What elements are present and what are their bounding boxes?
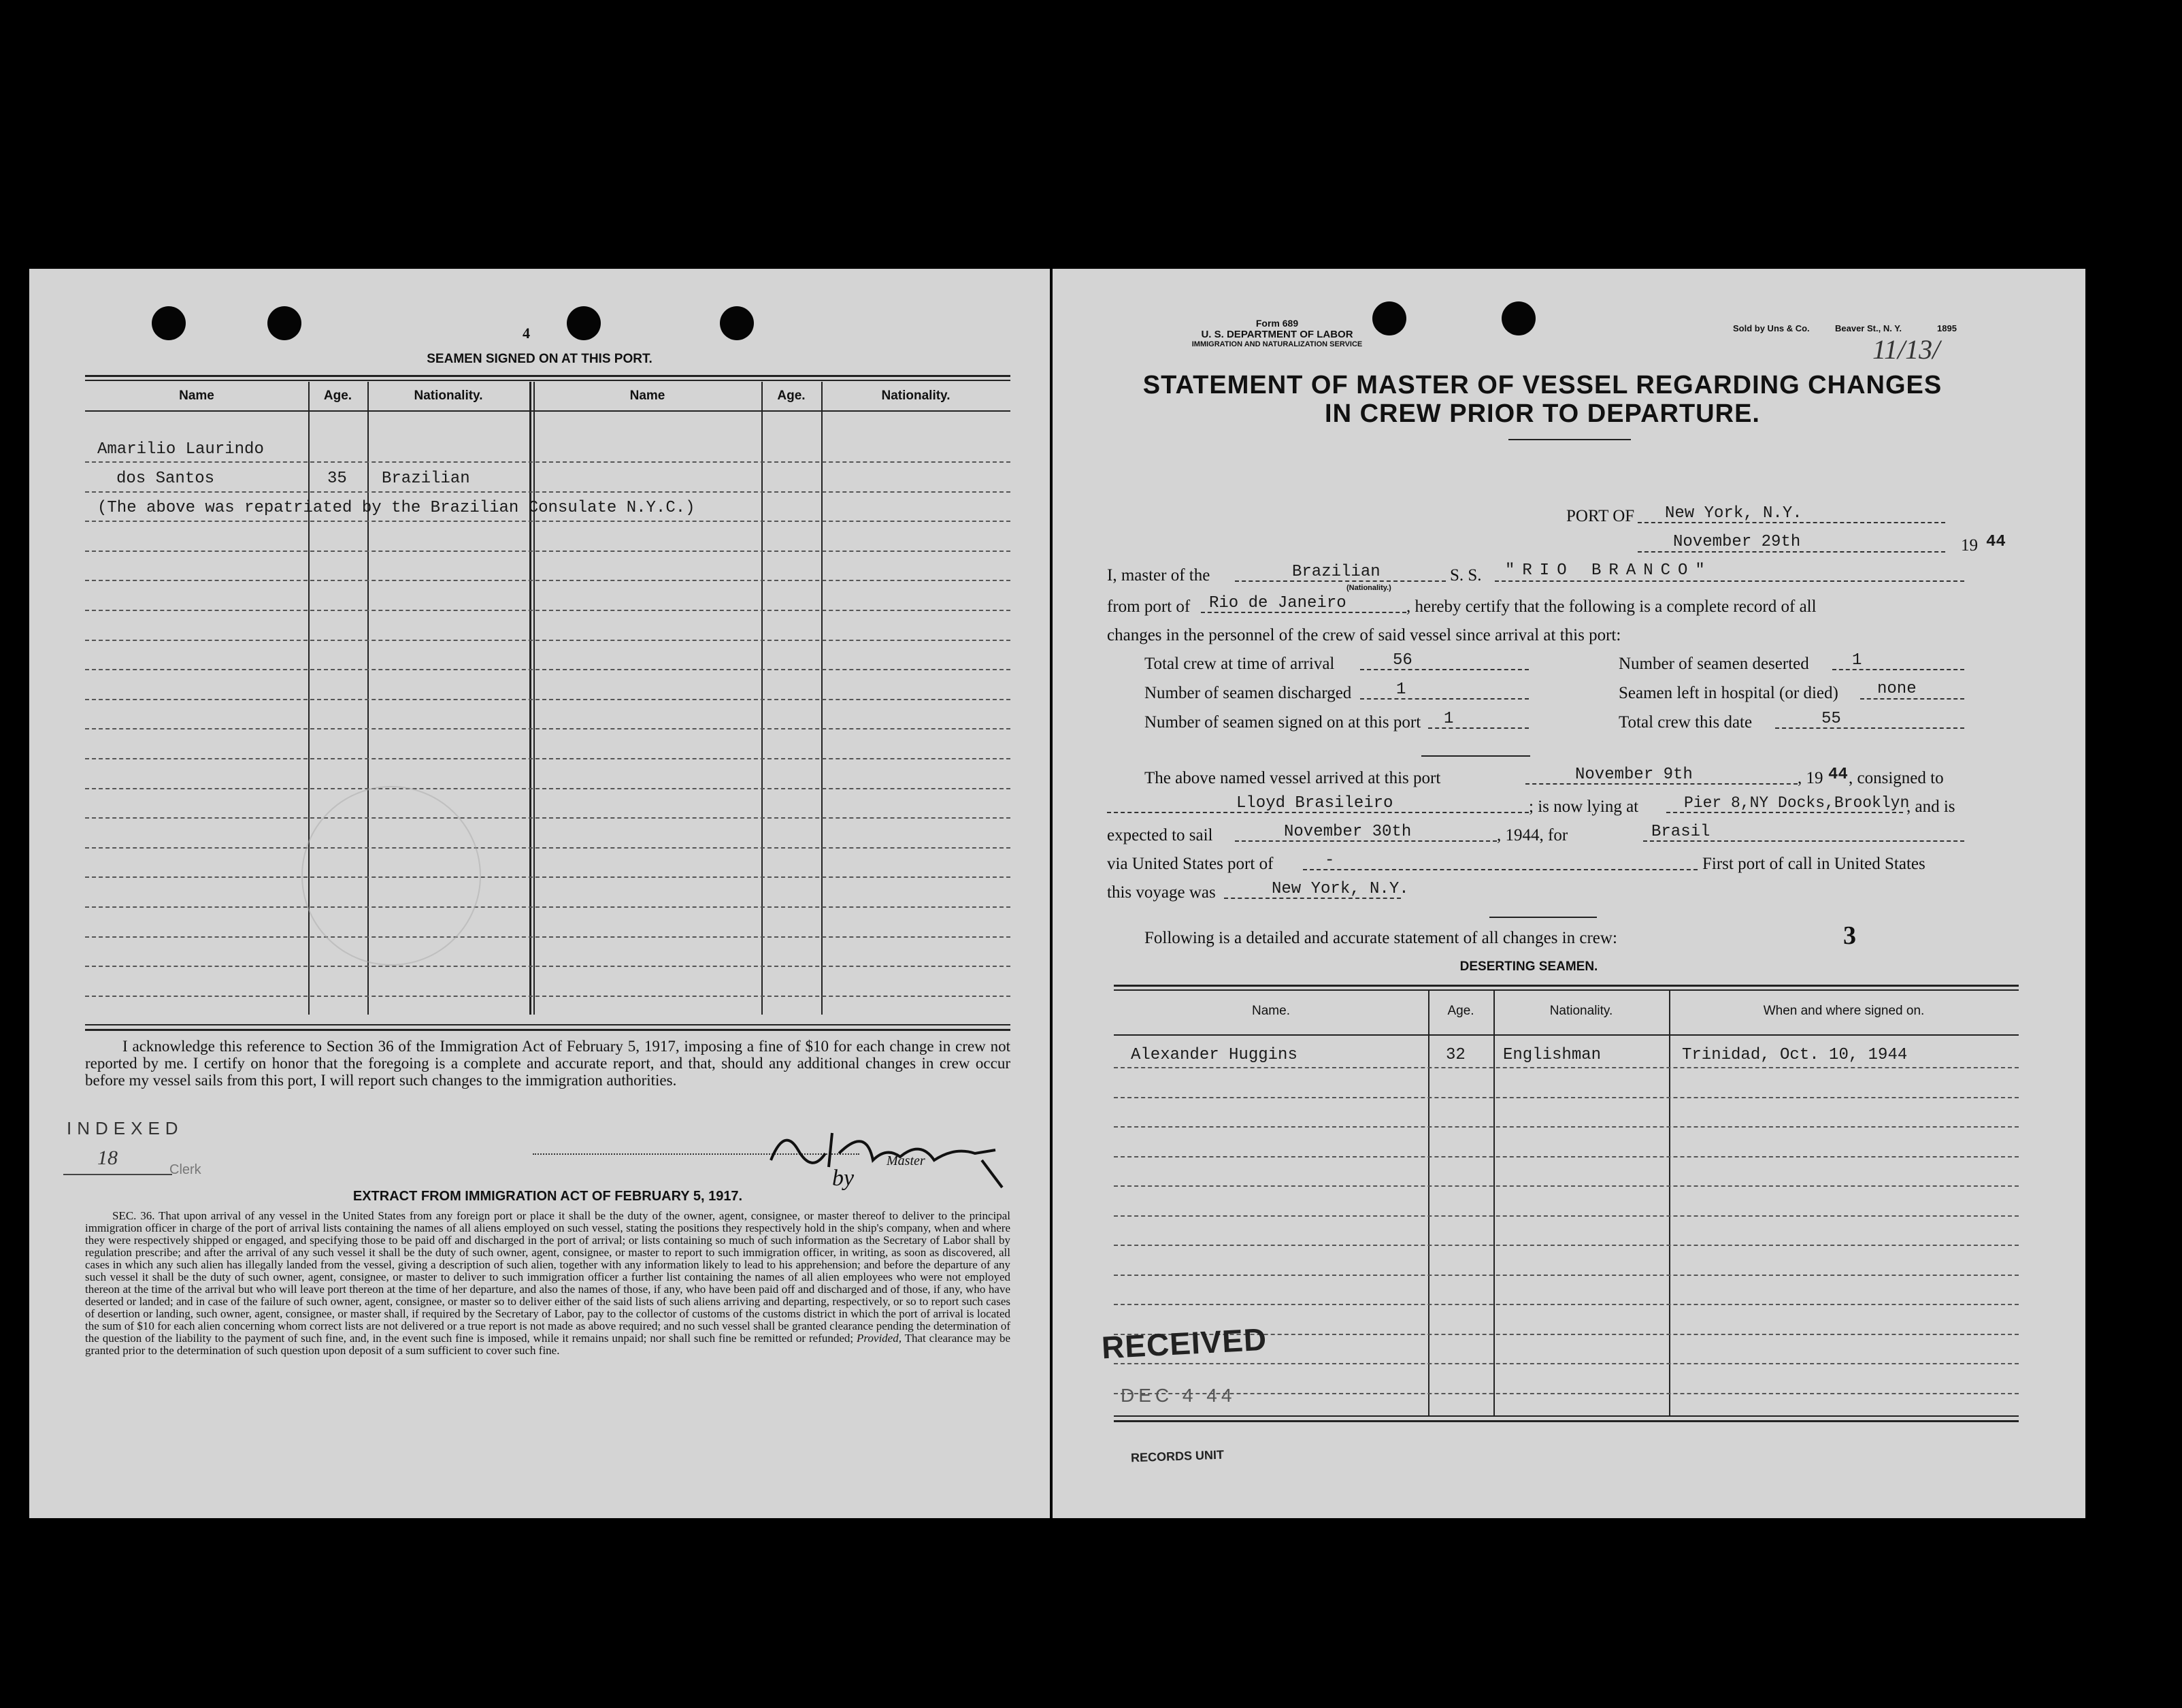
hospital-line <box>1860 698 1964 700</box>
hospital-label: Seamen left in hospital (or died) <box>1619 684 1838 702</box>
expected-value: November 30th <box>1284 823 1412 841</box>
deserter-column-nationality: Nationality. <box>1549 1004 1613 1018</box>
total-arrival-line <box>1360 669 1529 670</box>
row-rule <box>1114 1067 2019 1068</box>
vessel-name: "RIO BRANCO" <box>1505 561 1713 580</box>
received-date: DEC 4 44 <box>1121 1385 1236 1406</box>
consigned-label: , consigned to <box>1849 769 1944 787</box>
via-label: via United States port of <box>1107 855 1274 873</box>
seller-code: 1895 <box>1937 323 1957 333</box>
deserter-nationality: Englishman <box>1503 1046 1602 1064</box>
date-value: November 29th <box>1673 533 1801 551</box>
signature-by: by <box>832 1166 855 1191</box>
deserted-label: Number of seamen deserted <box>1619 655 1809 673</box>
port-label: PORT OF <box>1566 507 1635 525</box>
punch-hole <box>152 306 186 340</box>
row-rule <box>85 491 1010 493</box>
extract-title: EXTRACT FROM IMMIGRATION ACT OF FEBRUARY 5, 1917. <box>352 1189 743 1204</box>
row-rule <box>1114 1275 2019 1276</box>
received-stamp: RECEIVED <box>1100 1321 1268 1366</box>
faint-seal-stamp <box>301 786 481 966</box>
table-top-rule <box>85 375 1010 377</box>
table-top-rule <box>85 380 1010 381</box>
left-page <box>29 269 1050 1518</box>
right-page <box>1053 269 2085 1518</box>
table-bottom-rule <box>85 1024 1010 1025</box>
row-rule <box>85 699 1010 700</box>
section-rule <box>1489 917 1597 918</box>
via-value: - <box>1325 851 1335 870</box>
row-rule <box>85 817 1010 819</box>
corner-note: 11/13/ <box>1872 334 1940 365</box>
row-rule <box>85 966 1010 967</box>
row-rule <box>85 610 1010 611</box>
changes-count: 3 <box>1843 921 1856 950</box>
row-rule <box>1114 1126 2019 1128</box>
via-line <box>1303 869 1698 870</box>
hospital-value: none <box>1877 680 1917 698</box>
arrived-year: 44 <box>1828 766 1848 784</box>
lying-label: ; is now lying at <box>1529 798 1639 816</box>
seaman-age: 35 <box>327 470 347 488</box>
table-top-rule <box>1114 989 2019 991</box>
section-rule <box>1421 755 1530 757</box>
total-date-value: 55 <box>1821 710 1841 728</box>
extract-sec: SEC. 36. <box>112 1209 155 1222</box>
signed-on-label: Number of seamen signed on at this port <box>1144 713 1421 732</box>
deserter-age: 32 <box>1446 1046 1466 1064</box>
seaman-name-line1: Amarilio Laurindo <box>97 440 264 459</box>
row-rule <box>85 669 1010 670</box>
column-divider <box>1493 990 1495 1415</box>
row-rule <box>1114 1304 2019 1305</box>
arrived-label: The above named vessel arrived at this port <box>1144 769 1441 787</box>
row-rule <box>85 521 1010 522</box>
signed-on-value: 1 <box>1444 710 1454 728</box>
column-header-name: Name <box>179 389 214 403</box>
row-rule <box>85 728 1010 729</box>
column-header-name: Name <box>629 389 665 403</box>
voyage-label: this voyage was <box>1107 883 1216 902</box>
following-text: Following is a detailed and accurate statement of all changes in crew: <box>1144 929 1617 947</box>
seaman-nationality: Brazilian <box>382 470 470 488</box>
extract-provided: Provided, <box>857 1332 902 1345</box>
clerk-mark: 18 <box>97 1147 118 1169</box>
total-arrival-label: Total crew at time of arrival <box>1144 655 1335 673</box>
row-rule <box>85 876 1010 878</box>
row-rule <box>1114 1363 2019 1364</box>
column-header-age: Age. <box>323 389 352 403</box>
column-header-age: Age. <box>777 389 806 403</box>
voyage-value: New York, N.Y. <box>1272 880 1409 898</box>
row-rule <box>85 906 1010 908</box>
nationality-caption: (Nationality.) <box>1346 584 1391 592</box>
form-title-line2: IN CREW PRIOR TO DEPARTURE. <box>1325 399 1760 428</box>
form-title-line1: STATEMENT OF MASTER OF VESSEL REGARDING CHANGES <box>1142 371 1943 399</box>
deserter-signed-on: Trinidad, Oct. 10, 1944 <box>1682 1046 1908 1064</box>
row-rule <box>85 551 1010 552</box>
expected-label: expected to sail <box>1107 826 1213 844</box>
first-port-label: First port of call in United States <box>1702 855 1925 873</box>
punch-hole <box>267 306 301 340</box>
title-rule <box>1508 439 1631 440</box>
year-value: 44 <box>1986 533 2006 551</box>
punch-hole <box>720 306 754 340</box>
column-header-nationality: Nationality. <box>881 389 951 403</box>
records-unit-stamp: RECORDS UNIT <box>1130 1447 1225 1465</box>
destination-value: Brasil <box>1651 823 1710 841</box>
table-top-rule <box>1114 985 2019 987</box>
lying-line <box>1666 812 1903 813</box>
total-arrival-value: 56 <box>1393 651 1412 670</box>
column-divider <box>1669 990 1670 1415</box>
deserter-column-signed-on: When and where signed on. <box>1763 1004 1925 1018</box>
from-port-label: from port of <box>1107 597 1191 616</box>
row-rule <box>85 788 1010 789</box>
row-rule <box>1114 1097 2019 1098</box>
column-divider <box>1428 990 1429 1415</box>
acknowledgment-text: I acknowledge this reference to Section 36 of the Immigration Act of February 5, 1917, imposing a fine of $10 for each change in crew not reported by me. I certify on honor that the foregoing is a complete and accurate report, and that, should any additional changes in crew occur before my vessel sails from this port, I will report such changes to the immigration authorities. <box>85 1038 1010 1089</box>
row-rule <box>85 847 1010 849</box>
table-bottom-rule <box>1114 1420 2019 1422</box>
master-label: I, master of the <box>1107 566 1210 585</box>
row-rule <box>85 640 1010 641</box>
row-rule <box>1114 1185 2019 1187</box>
row-rule <box>1114 1215 2019 1217</box>
table-bottom-rule <box>1114 1415 2019 1417</box>
total-date-label: Total crew this date <box>1619 713 1753 732</box>
extract-tail: That clearance may be granted prior to the determination of such question upon deposit of a sum sufficient to cover such fine. <box>85 1332 1010 1357</box>
deserter-name: Alexander Huggins <box>1131 1046 1297 1064</box>
seller-address: Beaver St., N. Y. <box>1835 323 1902 333</box>
vessel-line <box>1495 580 1964 582</box>
page-number: 4 <box>523 325 530 342</box>
changes-text: changes in the personnel of the crew of said vessel since arrival at this port: <box>1107 626 1621 644</box>
and-is: , and is <box>1906 798 1955 816</box>
year-prefix: 19 <box>1961 536 1978 555</box>
seaman-name-line2: dos Santos <box>116 470 215 488</box>
deserter-column-age: Age. <box>1447 1004 1474 1018</box>
extract-text: That upon arrival of any vessel in the United States from any foreign port or place it shall be the duty of the owner, agent, consignee, or master thereof to deliver to the principal immigration officer in charge of the port of arrival lists containing the names of all aliens employed on such vessel, stating the positions they respectively hold in the ship's company, when and where they were respectively shipped or engaged, and specifying those to be paid off and discharged in the port of arrival; or lists containing so much of such information as the Secretary of Labor shall by regulation prescribe; and after the arrival of any such vessel it shall be the duty of such owner, agent, consignee, or master to report to such immigration officer, in writing, as soon as discovered, all cases in which any such alien has illegally landed from the vessel, giving a description of such alien, together with any information likely to lead to his apprehension; and before the departure of any such vessel it shall be the duty of such owner, agent, consignee, or master to deliver to such immigration officer a further list containing the names of all alien employees who were not employed thereon at the time of the arrival but who will leave port thereon at the time of her departure, and also the names of those, if any, who have been paid off and discharged and of those, if any, who have deserted or landed; and in case of the failure of such owner, agent, consignee, or master so to deliver either of the said lists of such aliens arriving and departing, respectively, or so to report such cases of desertion or landing, such owner, agent, consignee, or master shall, if required by the Secretary of Labor, pay to the collector of customs of the customs district in which the port of arrival is located the sum of $10 for each alien concerning whom correct lists are not delivered or a true report is not made as above required; and no such vessel shall be granted clearance pending the determination of the question of the liability to the payment of such fine, and, in the event such fine is imposed, while it remains unpaid; nor shall such fine be remitted or refunded; <box>85 1209 1010 1345</box>
row-rule <box>85 936 1010 938</box>
date-line <box>1638 551 1945 553</box>
deserted-value: 1 <box>1852 651 1862 670</box>
section-title: SEAMEN SIGNED ON AT THIS PORT. <box>427 352 652 366</box>
discharged-line <box>1360 698 1529 700</box>
row-rule <box>1114 1393 2019 1394</box>
discharged-label: Number of seamen discharged <box>1144 684 1352 702</box>
form-number: Form 689 <box>1255 318 1299 329</box>
row-rule <box>85 758 1010 759</box>
certify-text: , hereby certify that the following is a complete record of all <box>1406 597 1817 616</box>
arrived-year-prefix: , 19 <box>1798 769 1823 787</box>
lying-value: Pier 8,NY Docks,Brooklyn <box>1684 794 1910 812</box>
row-rule <box>1114 1245 2019 1246</box>
table-header-rule <box>85 410 1010 412</box>
indexed-stamp: INDEXED <box>67 1118 184 1138</box>
consignee-value: Lloyd Brasileiro <box>1236 794 1393 812</box>
clerk-line <box>63 1174 172 1175</box>
row-rule <box>85 461 1010 463</box>
service: IMMIGRATION AND NATURALIZATION SERVICE <box>1191 340 1363 348</box>
table-header-rule <box>1114 1034 2019 1036</box>
total-date-line <box>1775 727 1964 729</box>
expected-year: , 1944, for <box>1497 826 1568 844</box>
row-rule <box>85 996 1010 997</box>
port-value: New York, N.Y. <box>1665 504 1802 523</box>
column-header-nationality: Nationality. <box>414 389 483 403</box>
arrived-value: November 9th <box>1575 766 1693 784</box>
repatriation-note: (The above was repatriated by the Brazilian Consulate N.Y.C.) <box>97 499 695 517</box>
row-rule <box>85 580 1010 581</box>
ss-label: S. S. <box>1450 566 1482 585</box>
from-port-value: Rio de Janeiro <box>1209 594 1346 612</box>
deserter-column-name: Name. <box>1252 1004 1290 1018</box>
signature-role: Master <box>887 1153 925 1168</box>
table-bottom-rule <box>85 1029 1010 1031</box>
department: U. S. DEPARTMENT OF LABOR <box>1201 329 1353 340</box>
punch-hole <box>567 306 601 340</box>
extract-body <box>85 1210 1010 1357</box>
clerk-label: Clerk <box>169 1162 201 1177</box>
seller: Sold by Uns & Co. <box>1733 323 1810 333</box>
row-rule <box>1114 1156 2019 1157</box>
punch-hole <box>1502 301 1536 335</box>
nationality-value: Brazilian <box>1292 563 1381 581</box>
deserting-title: DESERTING SEAMEN. <box>1459 959 1598 974</box>
discharged-value: 1 <box>1396 680 1406 699</box>
